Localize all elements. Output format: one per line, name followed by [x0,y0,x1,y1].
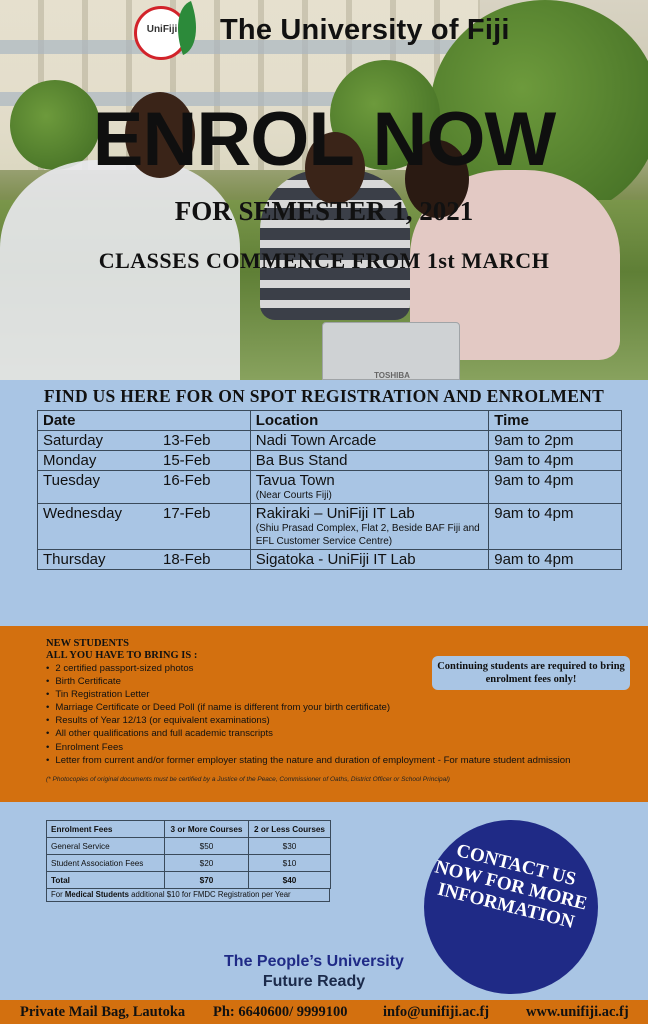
note-bold: Medical Students [64,890,129,899]
date-cell [38,431,251,451]
fees-header: Enrolment Fees [47,821,165,838]
footer [0,1000,648,1024]
certification-note: (* Photocopies of original documents must be certified by a Justice of the Peace, Commissioner of Oaths, District Officer or School Principal) [46,776,450,783]
list-item: • Results of Year 12/13 (or equivalent examinations) [46,714,570,727]
semester-text: FOR SEMESTER 1, 2021 [174,196,474,226]
table-row [38,471,622,504]
header-date: Date [38,411,251,431]
location-detail: (Near Courts Fiji) [255,490,332,501]
tagline [220,952,408,992]
registration-section [0,380,648,626]
location-cell [250,504,489,550]
date: 18-Feb [163,551,211,568]
day: Monday [43,452,97,469]
header-location: Location [250,411,489,431]
university-name: The University of Fiji [220,14,510,46]
table-row [47,855,331,872]
unifiji-logo [134,4,204,62]
new-students-heading [46,638,197,662]
fee-value: $70 [165,872,249,889]
date: 13-Feb [163,432,211,449]
table-row [38,550,622,570]
list-item: • Enrolment Fees [46,741,570,754]
fee-value: $50 [165,838,249,855]
table-row [38,451,622,471]
location-cell: Nadi Town Arcade [250,431,489,451]
date-cell [38,504,251,550]
hero-banner [0,0,648,380]
fee-label: Student Association Fees [47,855,165,872]
fee-value: $20 [165,855,249,872]
date-cell [38,550,251,570]
time-cell: 9am to 4pm [489,471,622,504]
fees-header: 2 or Less Courses [249,821,331,838]
table-header-row [38,411,622,431]
medical-students-note [46,888,330,902]
fees-table [46,820,331,889]
table-row [47,838,331,855]
footer-phone: Ph: 6640600/ 9999100 [213,1004,348,1020]
day: Wednesday [43,505,122,522]
date: 16-Feb [163,472,211,489]
day: Tuesday [43,472,100,489]
laptop [322,322,460,380]
list-item: • Marriage Certificate or Deed Poll (if name is different from your birth certificate) [46,701,570,714]
location-cell [250,471,489,504]
heading-new-students: NEW STUDENTS [46,638,129,649]
logo-text: UniFiji [146,24,178,35]
day: Saturday [43,432,104,449]
location-detail: (Shiu Prasad Complex, Flat 2, Beside BAF Fiji and EFL Customer Service Centre) [255,523,480,547]
day: Thursday [43,551,106,568]
fees-header-row [47,821,331,838]
tagline-peoples-university: The People’s University [224,953,404,970]
registration-title: FIND US HERE FOR ON SPOT REGISTRATION AND ENROLMENT [43,386,605,406]
location-cell: Sigatoka - UniFiji IT Lab [250,550,489,570]
footer-email[interactable]: info@unifiji.ac.fj [383,1004,490,1020]
date: 15-Feb [163,452,211,469]
location-name: Tavua Town [255,472,335,489]
fees-header: 3 or More Courses [165,821,249,838]
continuing-students-box: Continuing students are required to bring enrolment fees only! [432,656,630,690]
list-item: • Birth Certificate [46,675,570,688]
contact-text: CONTACT US NOW FOR MORE INFORMATION [432,840,590,934]
header-time: Time [489,411,622,431]
table-row [47,872,331,889]
classes-commence-text: CLASSES COMMENCE FROM 1st MARCH [98,248,550,273]
table-row [38,504,622,550]
fee-value: $10 [249,855,331,872]
date: 17-Feb [163,505,211,522]
headline: ENROL NOW [92,97,556,182]
time-cell: 9am to 4pm [489,451,622,471]
list-item: • Tin Registration Letter [46,688,570,701]
new-students-section [0,626,648,802]
contact-circle[interactable] [424,820,598,994]
list-item: • All other qualifications and full academic transcripts [46,727,570,740]
time-cell: 9am to 2pm [489,431,622,451]
time-cell: 9am to 4pm [489,504,622,550]
date-cell [38,451,251,471]
fee-label: Total [47,872,165,889]
laptop-brand: TOSHIBA [374,371,410,380]
date-cell [38,471,251,504]
time-cell: 9am to 4pm [489,550,622,570]
list-item: • Letter from current and/or former employer stating the nature and duration of employment - For mature student admission [46,754,570,767]
footer-address: Private Mail Bag, Lautoka [20,1004,186,1020]
table-row [38,431,622,451]
heading-bring: ALL YOU HAVE TO BRING IS : [46,650,198,661]
list-item: • 2 certified passport-sized photos [46,662,570,675]
fee-value: $30 [249,838,331,855]
location-name: Rakiraki – UniFiji IT Lab [255,505,415,522]
fees-section [0,802,648,1000]
note-suffix: additional $10 for FMDC Registration per Year [129,890,291,899]
footer-website[interactable]: www.unifiji.ac.fj [526,1004,629,1020]
schedule-table [37,410,622,570]
note-prefix: For [51,890,65,899]
tagline-future-ready: Future Ready [262,973,366,990]
fee-value: $40 [249,872,331,889]
location-cell: Ba Bus Stand [250,451,489,471]
fee-label: General Service [47,838,165,855]
